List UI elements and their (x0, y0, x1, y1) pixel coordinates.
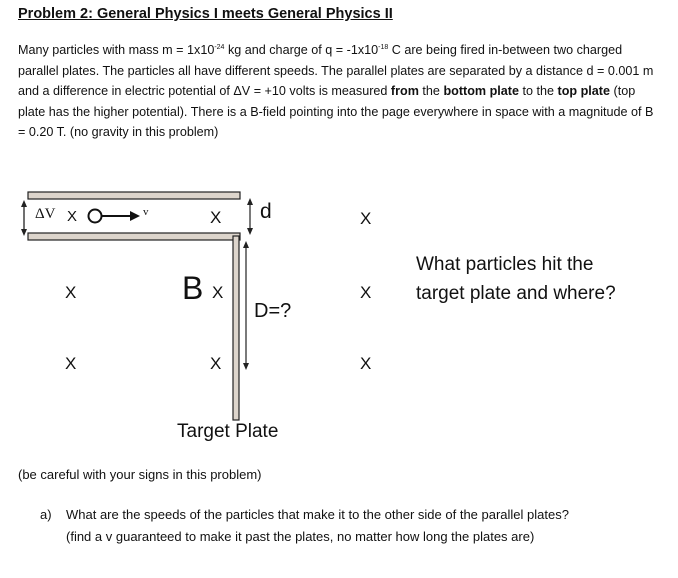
question-text: What particles hit the target plate and where? (416, 254, 616, 304)
physics-diagram (0, 180, 678, 460)
careful-note: (be careful with your signs in this problem) (18, 467, 262, 482)
problem-description: Many particles with mass $m = 1x10^{-24}$ kg and charge of $q = -1x10^{-18}$ C are being fired in-between two charged parallel plates. The particles all have different speeds. The parallel plates are separated by a distance d = 0.001 m and a difference in electric potential of ΔV = +10 volts is measured from the bottom plate to the top plate (top plate has the higher potential). There is a B-field pointing into the page everywhere in space with a magnitude of B = 0.20 T. (no gravity in this problem) (18, 43, 654, 139)
question-part-a (40, 504, 660, 548)
particle-circle (89, 210, 102, 223)
x-mark: X (210, 208, 222, 227)
b-field-label: B (182, 270, 204, 306)
x-mark: X (65, 354, 77, 373)
delta-v-label: ΔV (35, 206, 56, 222)
x-mark: X (360, 354, 372, 373)
bottom-plate (28, 233, 240, 240)
target-plate (233, 236, 239, 420)
part-a-line2: (find a v guaranteed to make it past the plates, no matter how long the plates are) (66, 529, 535, 544)
x-mark: X (65, 283, 77, 302)
x-mark: X (212, 283, 224, 302)
x-mark: X (360, 209, 372, 228)
x-mark: X (67, 208, 78, 225)
distance-D-label: D=? (254, 300, 292, 322)
top-plate (28, 192, 240, 199)
x-mark: X (360, 283, 372, 302)
part-a-marker: a) (40, 507, 52, 522)
target-plate-label: Target Plate (177, 421, 279, 442)
v-label: v (143, 206, 149, 218)
d-label: d (260, 200, 272, 223)
problem-title: Problem 2: General Physics I meets General Physics II (18, 6, 393, 22)
x-mark: X (210, 354, 222, 373)
part-a-line1: What are the speeds of the particles that make it to the other side of the parallel plates? (66, 507, 569, 522)
